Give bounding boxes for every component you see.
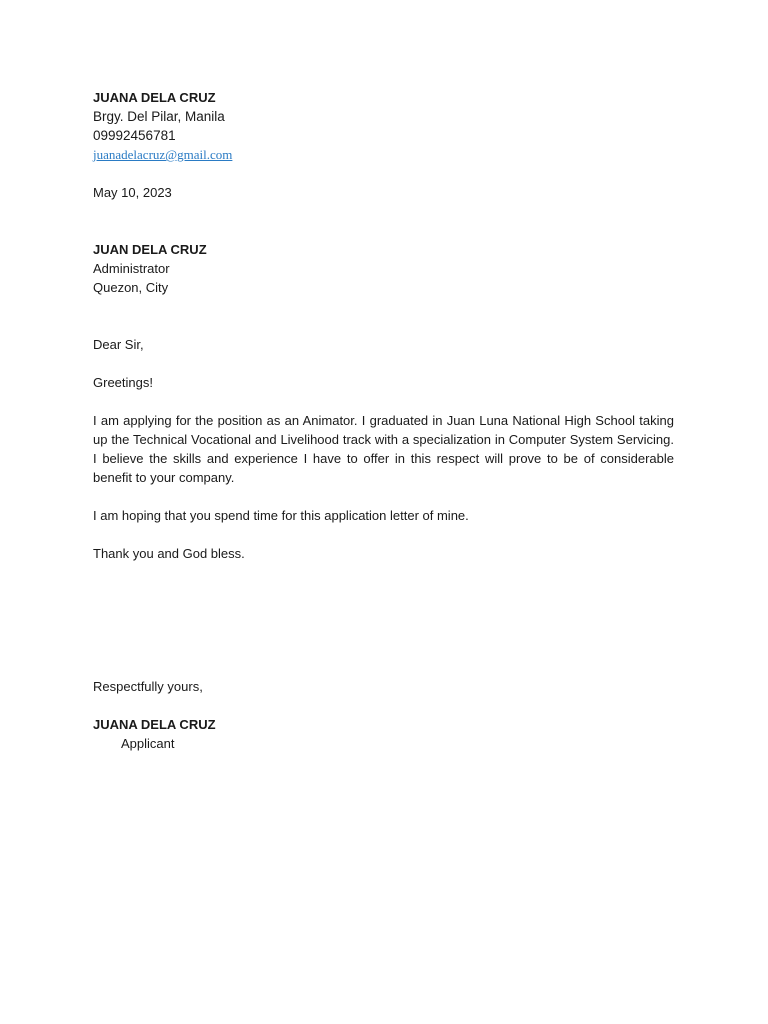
recipient-title: Administrator <box>93 261 170 276</box>
valediction: Respectfully yours, <box>93 679 203 694</box>
signatory-name: JUANA DELA CRUZ <box>93 717 216 732</box>
sender-address: Brgy. Del Pilar, Manila <box>93 109 225 124</box>
greeting: Greetings! <box>93 375 153 390</box>
sender-phone: 09992456781 <box>93 128 176 143</box>
recipient-location: Quezon, City <box>93 280 169 295</box>
signatory-role: Applicant <box>121 736 175 751</box>
sender-name: JUANA DELA CRUZ <box>93 90 216 105</box>
recipient-block <box>93 240 674 297</box>
body-paragraph-1: I am applying for the position as an Animator. I graduated in Juan Luna National High School taking up the Technical Vocational and Livelihood track with a specialization in Computer System Servicing. I believe the skills and experience I have to offer in this respect will prove to be of considerable benefit to your company. <box>93 413 674 485</box>
application-letter <box>93 88 674 753</box>
body-paragraph-3: Thank you and God bless. <box>93 546 245 561</box>
closing-block <box>93 677 674 753</box>
sender-block <box>93 88 674 164</box>
letter-date: May 10, 2023 <box>93 185 172 200</box>
recipient-name: JUAN DELA CRUZ <box>93 242 207 257</box>
salutation: Dear Sir, <box>93 337 144 352</box>
sender-email-link[interactable]: juanadelacruz@gmail.com <box>93 147 233 162</box>
body-paragraph-2: I am hoping that you spend time for this application letter of mine. <box>93 508 469 523</box>
